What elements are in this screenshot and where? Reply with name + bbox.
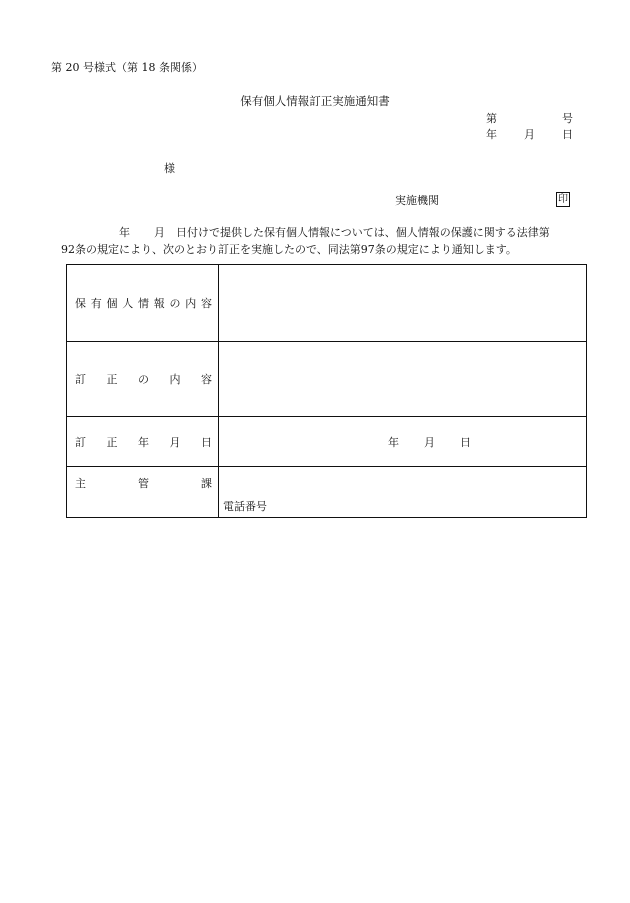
- label-personal-info-content: [67, 265, 219, 342]
- value-correction-content: [219, 342, 587, 417]
- label-char: の: [169, 297, 181, 310]
- label-correction-date: [67, 417, 219, 467]
- value-personal-info-content: [219, 265, 587, 342]
- body-line-2: 92条の規定により、次のとおり訂正を実施したので、同法第97条の規定により通知します。: [61, 243, 517, 256]
- value-responsible-division: [219, 467, 587, 518]
- date-month: 月: [524, 128, 535, 141]
- label-char: 訂: [75, 373, 86, 386]
- body-year: 年: [119, 226, 130, 239]
- label-char: 保: [75, 297, 86, 310]
- label-char: 容: [201, 373, 212, 386]
- label-char: 主: [75, 477, 86, 490]
- seal-mark: 印: [558, 194, 568, 205]
- label-char: 訂: [75, 435, 86, 449]
- number-prefix: 第: [486, 112, 497, 125]
- document-title: 保有個人情報訂正実施通知書: [240, 94, 390, 108]
- table-row: [67, 342, 587, 417]
- value-correction-date: [219, 417, 587, 467]
- label-char: 月: [169, 435, 181, 449]
- label-char: 個: [106, 297, 118, 310]
- body-month: 月: [154, 226, 165, 239]
- label-char: 正: [106, 435, 118, 449]
- agency-label: 実施機関: [395, 194, 439, 207]
- date-day: 日: [562, 128, 573, 141]
- correction-date-month: 月: [424, 435, 435, 449]
- label-char: 有: [90, 297, 102, 310]
- label-char: 容: [201, 297, 212, 310]
- label-char: 情: [138, 297, 149, 310]
- label-char: 正: [106, 373, 118, 386]
- form-number-label: 第 20 号様式（第 18 条関係）: [51, 61, 203, 74]
- label-char: 年: [138, 435, 149, 449]
- correction-table: [66, 264, 587, 518]
- label-char: 課: [201, 477, 212, 490]
- correction-date-day: 日: [460, 435, 471, 449]
- table-row: [67, 417, 587, 467]
- label-char: 管: [138, 477, 149, 490]
- phone-number-label: 電話番号: [223, 500, 267, 513]
- label-char: の: [138, 373, 149, 386]
- date-year: 年: [486, 128, 497, 141]
- body-line-1-text: 日付けで提供した保有個人情報については、個人情報の保護に関する法律第: [176, 226, 550, 239]
- label-char: 報: [153, 297, 165, 310]
- correction-date-year: 年: [388, 435, 399, 449]
- label-char: 日: [201, 435, 212, 449]
- label-char: 内: [185, 297, 197, 310]
- label-correction-content: [67, 342, 219, 417]
- table-row: [67, 265, 587, 342]
- table-row: [67, 467, 587, 518]
- label-char: 人: [122, 297, 134, 310]
- recipient-honorific: 様: [164, 162, 175, 175]
- label-responsible-division: [67, 467, 219, 518]
- number-suffix: 号: [562, 112, 573, 125]
- label-char: 内: [169, 373, 181, 386]
